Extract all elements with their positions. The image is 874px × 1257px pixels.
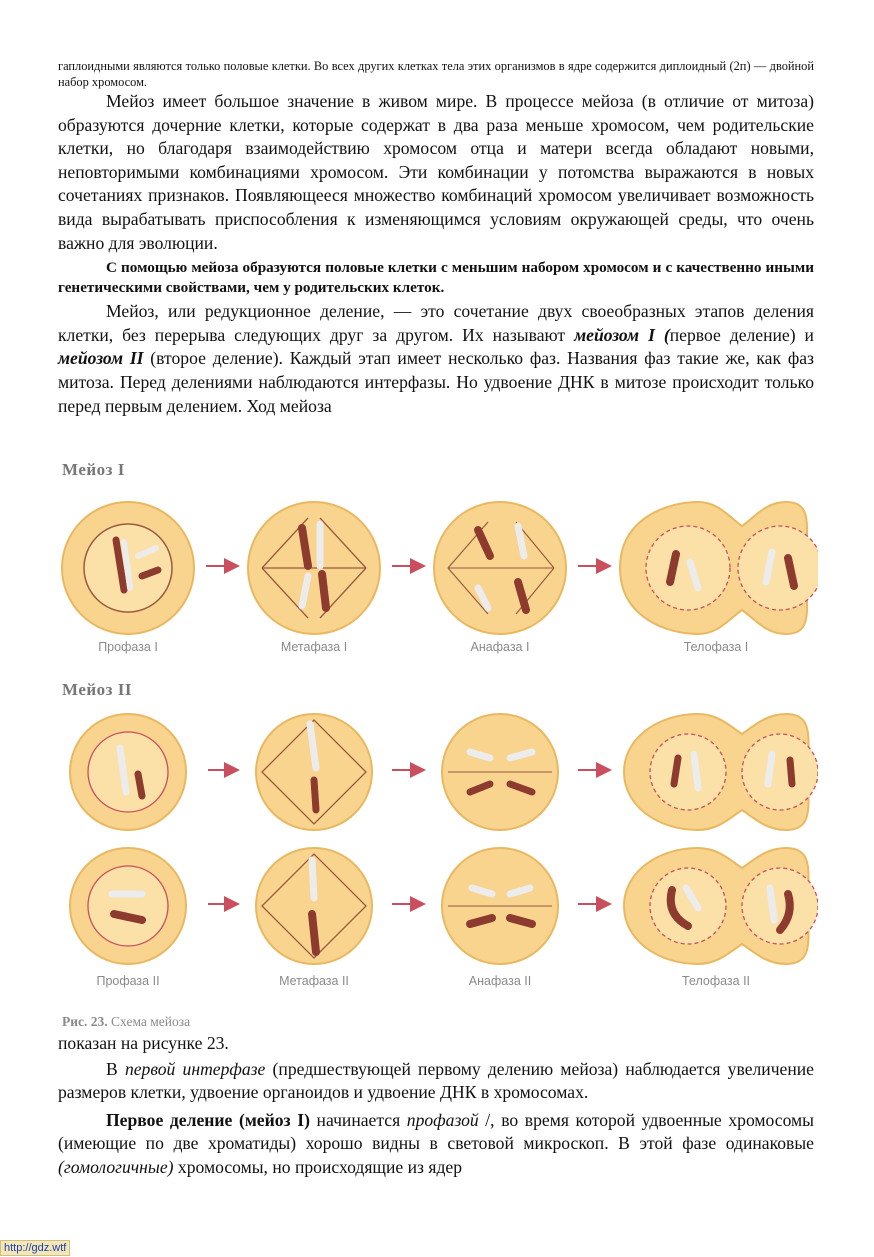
cell-anaphase-2a — [442, 714, 558, 830]
label-prophase-1: Профаза I — [98, 640, 158, 654]
para3-paren: ( — [654, 324, 670, 345]
meiosis-diagram — [58, 458, 818, 1034]
term-meiosis-1: мейозом I — [574, 324, 655, 345]
para3-part3: (второе деление). Каждый этап имеет несколько фаз. Названия фаз такие же, как фаз митоза. Перед делениями наблюдаются интерфазы. Но удвоение ДНК в митозе происходит только перед первым делением. Ход мейоза — [58, 348, 814, 416]
paragraph-reduction-division — [58, 300, 814, 418]
paragraph-figure-ref: показан на рисунке 23. — [58, 1033, 229, 1053]
text-block-top — [58, 58, 814, 418]
cell-telophase-1 — [620, 502, 818, 634]
term-homologous: (гомологичные) — [58, 1156, 174, 1177]
caption-text: Схема мейоза — [111, 1014, 191, 1029]
label-anaphase-1: Анафаза I — [470, 640, 530, 654]
cell-anaphase-2b — [442, 848, 558, 964]
section-title-meiosis-2: Мейоз II — [62, 680, 132, 699]
term-meiosis-2: мейозом II — [58, 348, 144, 369]
cell-prophase-2a — [70, 714, 186, 830]
term-first-interphase: первой интерфазе — [124, 1058, 266, 1079]
p2-a: В — [106, 1058, 125, 1079]
cell-prophase-2b — [70, 848, 186, 964]
cell-prophase-1 — [62, 502, 194, 634]
cell-telophase-2a — [624, 714, 818, 830]
cell-metaphase-2a — [256, 714, 372, 830]
paragraph-meiosis-importance: Мейоз имеет большое значение в живом мире. В процессе мейоза (в отличие от митоза) образуются дочерние клетки, которые содержат в два раза меньше хромосом, чем родительские клетки, но благодаря взаимодействию хромосом отца и матери всегда обладают новыми, неповторимыми комбинациями хромосом. Эти комбинации у потомства выражаются в новых сочетаниях признаков. Появляющееся множество комбинаций хромосом увеличивает возможность вида вырабатывать приспособления к изменяющимся условиям окружающей среды, что очень важно для эволюции. — [58, 91, 814, 253]
label-metaphase-2: Метафаза II — [279, 974, 349, 988]
top-note: гаплоидными являются только половые клетки. Во всех других клетках тела этих организмов в ядре содержится диплоидный (2п) — двойной набор хромосом. — [58, 59, 814, 89]
figure-caption — [62, 1014, 190, 1030]
label-telophase-2: Телофаза II — [681, 974, 751, 988]
paragraph-first-interphase — [58, 1058, 814, 1105]
p2-b: (предшествующей первому делению мейоза) наблюдается увеличение размеров клетки, удвоение органоидов и удвоение ДНК в хромосомах. — [58, 1058, 814, 1103]
para3-part1: Мейоз, или редукционное деление, — это сочетание двух своеобразных этапов деления клетки, без перерыва следующих друг за другом. Их называют — [58, 301, 814, 345]
p3-c: хромосомы, но происходящие из ядер — [173, 1156, 463, 1177]
section-title-meiosis-1: Мейоз I — [62, 460, 125, 479]
cell-anaphase-1 — [434, 502, 566, 634]
label-prophase-2: Профаза II — [96, 974, 160, 988]
figure-meiosis-scheme — [58, 458, 818, 1034]
p3-a: начинается — [309, 1109, 407, 1130]
footer-source-link[interactable]: http://gdz.wtf — [0, 1240, 70, 1256]
label-metaphase-1: Метафаза I — [280, 640, 348, 654]
term-prophase: профазой — [406, 1109, 479, 1130]
cell-metaphase-1 — [248, 502, 380, 634]
para3-part2b: первое деление) и — [669, 324, 814, 345]
cell-metaphase-2b — [256, 848, 372, 964]
paragraph-first-division — [58, 1109, 814, 1180]
term-first-division: Первое деление (мейоз I) — [106, 1109, 310, 1130]
label-anaphase-2: Анафаза II — [468, 974, 532, 988]
text-block-bottom — [58, 1032, 814, 1180]
caption-number: Рис. 23. — [62, 1014, 108, 1029]
label-telophase-1: Телофаза I — [683, 640, 749, 654]
paragraph-bold-summary: С помощью мейоза образуются половые клетки с меньшим набором хромосом и с качественно иными генетическими свойствами, чем у родительских клеток. — [58, 259, 814, 297]
p3-b: /, во время которой удвоенные хромосомы (имеющие по две хроматиды) хорошо видны в световой микроскоп. В этой фазе одинаковые — [58, 1109, 814, 1154]
cell-telophase-2b — [624, 848, 818, 964]
